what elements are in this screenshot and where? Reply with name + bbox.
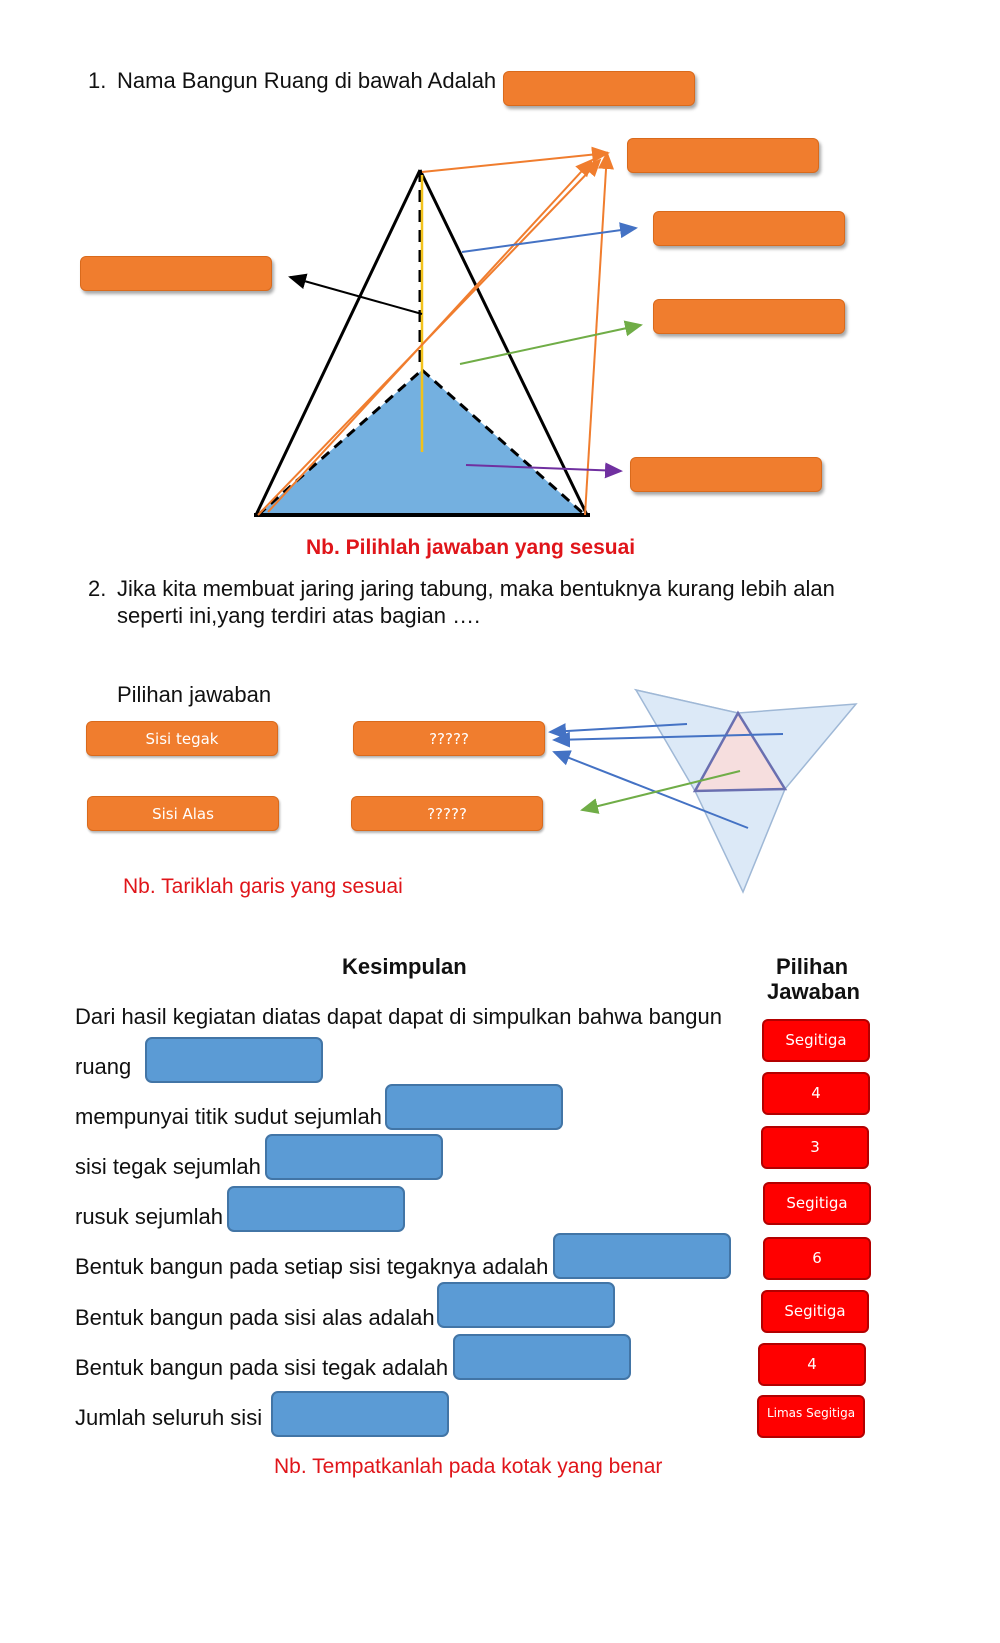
pyramid-net-diagram [540, 680, 880, 900]
drop-slot-jumlah-sisi[interactable] [271, 1391, 449, 1437]
question2-number: 2. [88, 576, 107, 601]
line-sisi-tegak: sisi tegak sejumlah [75, 1154, 261, 1179]
line-bentuk-alas: Bentuk bangun pada sisi alas adalah [75, 1305, 435, 1330]
pyramid-diagram [0, 0, 1000, 560]
option-6[interactable]: 6 [763, 1237, 871, 1280]
question1-number: 1. [88, 68, 107, 93]
answer-slot-unknown-1[interactable]: ????? [353, 721, 545, 756]
choice-sisi-alas[interactable]: Sisi Alas [87, 796, 279, 831]
question2-note: Nb. Tariklah garis yang sesuai [123, 875, 403, 898]
answer-slot-unknown-2[interactable]: ????? [351, 796, 543, 831]
question2-line2: seperti ini,yang terdiri atas bagian …. [117, 603, 481, 628]
line-ruang: ruang [75, 1054, 132, 1079]
choices-title: Pilihan jawaban [117, 682, 272, 707]
drop-slot-titik-sudut[interactable] [385, 1084, 563, 1130]
option-segitiga-3[interactable]: Segitiga [761, 1290, 869, 1333]
drop-slot-bentuk-alas[interactable] [437, 1282, 615, 1328]
option-3[interactable]: 3 [761, 1126, 869, 1169]
drop-slot-rusuk[interactable] [227, 1186, 405, 1232]
option-limas-segitiga[interactable]: Limas Segitiga [757, 1395, 865, 1438]
question1-note: Nb. Pilihlah jawaban yang sesuai [306, 536, 636, 559]
line-bentuk-tegak: Bentuk bangun pada sisi tegak adalah [75, 1355, 449, 1380]
conclusion-title: Kesimpulan [342, 954, 467, 979]
option-segitiga-2[interactable]: Segitiga [763, 1182, 871, 1225]
line-titik-sudut: mempunyai titik sudut sejumlah [75, 1104, 382, 1129]
conclusion-intro: Dari hasil kegiatan diatas dapat dapat di simpulkan bahwa bangun [75, 1004, 722, 1029]
answer-options-title-1: Pilihan [776, 954, 849, 979]
drop-slot-bentuk-tegak[interactable] [453, 1334, 631, 1380]
question2-line1: Jika kita membuat jaring jaring tabung, maka bentuknya kurang lebih alan [117, 576, 835, 601]
line-rusuk: rusuk sejumlah [75, 1204, 223, 1229]
conclusion-note: Nb. Tempatkanlah pada kotak yang benar [274, 1455, 663, 1478]
drop-slot-bentuk-tegaknya[interactable] [553, 1233, 731, 1279]
line-bentuk-tegaknya: Bentuk bangun pada setiap sisi tegaknya adalah [75, 1254, 549, 1279]
question1-text: Nama Bangun Ruang di bawah Adalah [117, 68, 497, 93]
option-4-2[interactable]: 4 [758, 1343, 866, 1386]
option-4-1[interactable]: 4 [762, 1072, 870, 1115]
line-jumlah-sisi: Jumlah seluruh sisi [75, 1405, 263, 1430]
answer-options-title-2: Jawaban [767, 979, 860, 1004]
drop-slot-sisi-tegak[interactable] [265, 1134, 443, 1180]
drop-slot-ruang[interactable] [145, 1037, 323, 1083]
choice-sisi-tegak[interactable]: Sisi tegak [86, 721, 278, 756]
option-segitiga-1[interactable]: Segitiga [762, 1019, 870, 1062]
